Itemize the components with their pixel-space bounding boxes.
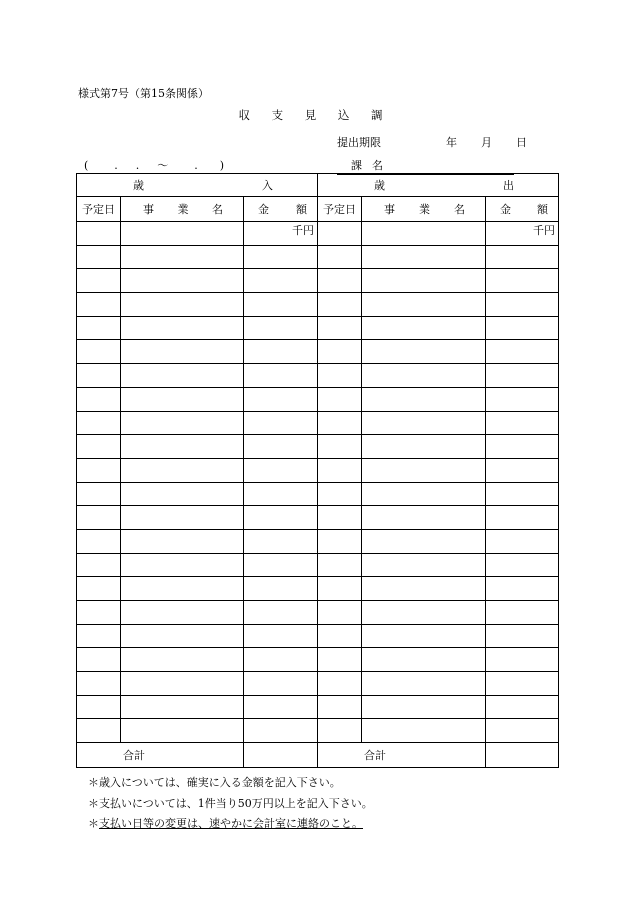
income-date-cell[interactable] xyxy=(77,411,121,435)
income-date-cell[interactable] xyxy=(77,245,121,269)
income-amount-cell[interactable] xyxy=(244,293,318,317)
income-amount-cell[interactable] xyxy=(244,506,318,530)
expense-date-cell[interactable] xyxy=(318,529,362,553)
expense-date-cell[interactable] xyxy=(318,482,362,506)
deadline-day-label: 日 xyxy=(516,136,527,149)
expense-amount-cell[interactable] xyxy=(486,293,559,317)
expense-project-cell[interactable] xyxy=(362,506,486,530)
expense-amount-cell[interactable] xyxy=(486,672,559,696)
expense-date-cell[interactable] xyxy=(318,624,362,648)
expense-project-cell[interactable] xyxy=(362,340,486,364)
expense-project-cell[interactable] xyxy=(362,411,486,435)
expense-project-cell[interactable] xyxy=(362,458,486,482)
expense-amount-cell[interactable] xyxy=(486,506,559,530)
income-project-cell[interactable] xyxy=(121,672,244,696)
expense-amount-cell[interactable] xyxy=(486,364,559,388)
income-date-header: 予定日 xyxy=(77,197,121,222)
income-project-cell[interactable] xyxy=(121,364,244,388)
income-project-cell[interactable] xyxy=(121,387,244,411)
table-row xyxy=(77,340,559,364)
expense-project-cell[interactable] xyxy=(362,293,486,317)
expense-amount-cell[interactable] xyxy=(486,316,559,340)
period-tilde: 〜 xyxy=(157,159,169,172)
period-dot: . xyxy=(114,159,118,172)
expense-amount-cell[interactable] xyxy=(486,458,559,482)
form-number: 様式第7号（第15条関係） xyxy=(78,87,209,100)
income-date-cell[interactable] xyxy=(77,387,121,411)
table-row xyxy=(77,364,559,388)
income-project-cell[interactable] xyxy=(121,222,244,246)
note-bullet: ＊ xyxy=(88,817,99,830)
income-amount-cell[interactable] xyxy=(244,316,318,340)
income-date-cell[interactable] xyxy=(77,293,121,317)
income-amount-cell[interactable] xyxy=(244,719,318,743)
deadline-year-label: 年 xyxy=(446,136,457,149)
expense-project-cell[interactable] xyxy=(362,222,486,246)
page-title: 収 支 見 込 調 xyxy=(238,108,392,122)
expense-date-cell[interactable] xyxy=(318,293,362,317)
income-project-cell[interactable] xyxy=(121,695,244,719)
expense-project-cell[interactable] xyxy=(362,364,486,388)
expense-amount-cell[interactable] xyxy=(486,411,559,435)
income-amount-cell[interactable] xyxy=(244,601,318,625)
income-project-cell[interactable] xyxy=(121,529,244,553)
total-row xyxy=(77,743,559,768)
expense-project-cell[interactable] xyxy=(362,601,486,625)
expense-total-cell[interactable] xyxy=(486,743,559,768)
income-date-cell[interactable] xyxy=(77,340,121,364)
expense-total-label: 合 計 xyxy=(318,743,486,768)
expense-date-cell[interactable] xyxy=(318,245,362,269)
income-date-cell[interactable] xyxy=(77,435,121,459)
income-date-cell[interactable] xyxy=(77,316,121,340)
expense-project-cell[interactable] xyxy=(362,387,486,411)
expense-amount-cell[interactable] xyxy=(486,624,559,648)
expense-project-cell[interactable] xyxy=(362,719,486,743)
budget-table xyxy=(76,173,559,768)
income-project-cell[interactable] xyxy=(121,435,244,459)
note-change-text: 支払い日等の変更は、速やかに会計室に連絡のこと。 xyxy=(99,817,363,830)
table-row xyxy=(77,577,559,601)
income-title-a: 歳 xyxy=(133,179,144,192)
expense-amount-cell[interactable] xyxy=(486,529,559,553)
expense-amount-cell[interactable] xyxy=(486,695,559,719)
table-row xyxy=(77,245,559,269)
expense-date-cell[interactable] xyxy=(318,648,362,672)
table-row xyxy=(77,695,559,719)
income-amount-cell[interactable] xyxy=(244,577,318,601)
deadline-month-label: 月 xyxy=(481,136,492,149)
expense-amount-cell[interactable] xyxy=(486,719,559,743)
expense-date-cell[interactable] xyxy=(318,553,362,577)
expense-project-cell[interactable] xyxy=(362,648,486,672)
table-row xyxy=(77,672,559,696)
income-date-cell[interactable] xyxy=(77,553,121,577)
income-project-cell[interactable] xyxy=(121,648,244,672)
expense-amount-cell[interactable] xyxy=(486,553,559,577)
expense-project-cell[interactable] xyxy=(362,672,486,696)
expense-date-header: 予定日 xyxy=(318,197,362,222)
expense-date-cell[interactable] xyxy=(318,506,362,530)
expense-amount-cell[interactable] xyxy=(486,245,559,269)
expense-project-cell[interactable] xyxy=(362,624,486,648)
income-project-header: 事 業 名 xyxy=(121,197,244,222)
income-date-cell[interactable] xyxy=(77,529,121,553)
expense-date-cell[interactable] xyxy=(318,222,362,246)
expense-date-cell[interactable] xyxy=(318,719,362,743)
income-project-cell[interactable] xyxy=(121,601,244,625)
table-row xyxy=(77,458,559,482)
income-amount-cell[interactable] xyxy=(244,387,318,411)
income-amount-cell[interactable] xyxy=(244,553,318,577)
expense-header xyxy=(318,174,559,197)
table-row xyxy=(77,601,559,625)
note-payment: ＊支払いについては、1件当り50万円以上を記入下さい。 xyxy=(88,797,373,810)
income-project-cell[interactable] xyxy=(121,482,244,506)
income-amount-cell[interactable] xyxy=(244,482,318,506)
expense-date-cell[interactable] xyxy=(318,340,362,364)
table-row xyxy=(77,411,559,435)
income-date-cell[interactable] xyxy=(77,601,121,625)
expense-date-cell[interactable] xyxy=(318,695,362,719)
income-total-cell[interactable] xyxy=(244,743,318,768)
income-project-cell[interactable] xyxy=(121,719,244,743)
income-project-cell[interactable] xyxy=(121,293,244,317)
income-date-cell[interactable] xyxy=(77,624,121,648)
section-label: 課名 xyxy=(351,159,393,172)
income-amount-cell[interactable] xyxy=(244,245,318,269)
income-project-cell[interactable] xyxy=(121,316,244,340)
income-amount-header: 金 額 xyxy=(244,197,318,222)
income-date-cell[interactable] xyxy=(77,222,121,246)
expense-project-cell[interactable] xyxy=(362,529,486,553)
income-project-cell[interactable] xyxy=(121,245,244,269)
income-project-cell[interactable] xyxy=(121,269,244,293)
expense-amount-cell[interactable] xyxy=(486,577,559,601)
expense-title-b: 出 xyxy=(503,179,514,192)
income-amount-cell[interactable] xyxy=(244,529,318,553)
income-amount-unit[interactable]: 千円 xyxy=(244,222,318,246)
expense-project-cell[interactable] xyxy=(362,482,486,506)
income-date-cell[interactable] xyxy=(77,482,121,506)
income-amount-cell[interactable] xyxy=(244,435,318,459)
deadline-label: 提出期限 xyxy=(337,136,381,149)
expense-amount-cell[interactable] xyxy=(486,601,559,625)
table-row xyxy=(77,624,559,648)
expense-date-cell[interactable] xyxy=(318,387,362,411)
income-project-cell[interactable] xyxy=(121,458,244,482)
income-project-cell[interactable] xyxy=(121,553,244,577)
table-row xyxy=(77,648,559,672)
expense-project-cell[interactable] xyxy=(362,245,486,269)
expense-amount-cell[interactable] xyxy=(486,269,559,293)
income-project-cell[interactable] xyxy=(121,506,244,530)
expense-date-cell[interactable] xyxy=(318,435,362,459)
income-date-cell[interactable] xyxy=(77,672,121,696)
expense-amount-cell[interactable] xyxy=(486,387,559,411)
expense-date-cell[interactable] xyxy=(318,577,362,601)
expense-date-cell[interactable] xyxy=(318,364,362,388)
income-project-cell[interactable] xyxy=(121,340,244,364)
expense-date-cell[interactable] xyxy=(318,601,362,625)
expense-project-cell[interactable] xyxy=(362,577,486,601)
income-project-cell[interactable] xyxy=(121,624,244,648)
expense-project-cell[interactable] xyxy=(362,435,486,459)
income-date-cell[interactable] xyxy=(77,719,121,743)
income-date-cell[interactable] xyxy=(77,577,121,601)
income-amount-cell[interactable] xyxy=(244,695,318,719)
table-row xyxy=(77,435,559,459)
expense-date-cell[interactable] xyxy=(318,458,362,482)
income-amount-cell[interactable] xyxy=(244,458,318,482)
expense-date-cell[interactable] xyxy=(318,269,362,293)
table-row xyxy=(77,506,559,530)
income-project-cell[interactable] xyxy=(121,577,244,601)
income-amount-cell[interactable] xyxy=(244,624,318,648)
expense-date-cell[interactable] xyxy=(318,316,362,340)
income-amount-cell[interactable] xyxy=(244,269,318,293)
income-amount-cell[interactable] xyxy=(244,672,318,696)
table-row xyxy=(77,316,559,340)
income-header xyxy=(77,174,318,197)
income-amount-cell[interactable] xyxy=(244,364,318,388)
expense-project-cell[interactable] xyxy=(362,269,486,293)
income-amount-cell[interactable] xyxy=(244,411,318,435)
income-amount-cell[interactable] xyxy=(244,648,318,672)
income-date-cell[interactable] xyxy=(77,364,121,388)
income-date-cell[interactable] xyxy=(77,648,121,672)
table-row xyxy=(77,719,559,743)
table-row xyxy=(77,269,559,293)
period-close-paren: ) xyxy=(219,159,225,172)
column-header-row xyxy=(77,197,559,222)
expense-amount-header: 金 額 xyxy=(486,197,559,222)
income-date-cell[interactable] xyxy=(77,695,121,719)
income-date-cell[interactable] xyxy=(77,269,121,293)
income-amount-cell[interactable] xyxy=(244,340,318,364)
expense-amount-cell[interactable] xyxy=(486,482,559,506)
expense-project-cell[interactable] xyxy=(362,316,486,340)
table-row xyxy=(77,482,559,506)
note-change xyxy=(88,815,363,831)
expense-amount-cell[interactable] xyxy=(486,435,559,459)
expense-date-cell[interactable] xyxy=(318,672,362,696)
expense-date-cell[interactable] xyxy=(318,411,362,435)
expense-title-a: 歳 xyxy=(374,179,385,192)
table-row xyxy=(77,387,559,411)
expense-project-cell[interactable] xyxy=(362,695,486,719)
table-row xyxy=(77,222,559,246)
table-row xyxy=(77,293,559,317)
income-date-cell[interactable] xyxy=(77,506,121,530)
income-total-label: 合 計 xyxy=(77,743,244,768)
expense-amount-cell[interactable] xyxy=(486,648,559,672)
period-dot: . xyxy=(135,159,140,172)
income-project-cell[interactable] xyxy=(121,411,244,435)
table-row xyxy=(77,529,559,553)
period-field xyxy=(84,157,224,173)
expense-amount-cell[interactable] xyxy=(486,340,559,364)
expense-project-cell[interactable] xyxy=(362,553,486,577)
table-row xyxy=(77,553,559,577)
note-income: ＊歳入については、確実に入る金額を記入下さい。 xyxy=(88,776,341,789)
expense-amount-unit[interactable]: 千円 xyxy=(486,222,559,246)
income-title-b: 入 xyxy=(262,179,273,192)
period-open-paren: ( xyxy=(84,159,89,172)
period-dot: . xyxy=(194,159,198,172)
income-date-cell[interactable] xyxy=(77,458,121,482)
section-header-row xyxy=(77,174,559,197)
expense-project-header: 事 業 名 xyxy=(362,197,486,222)
